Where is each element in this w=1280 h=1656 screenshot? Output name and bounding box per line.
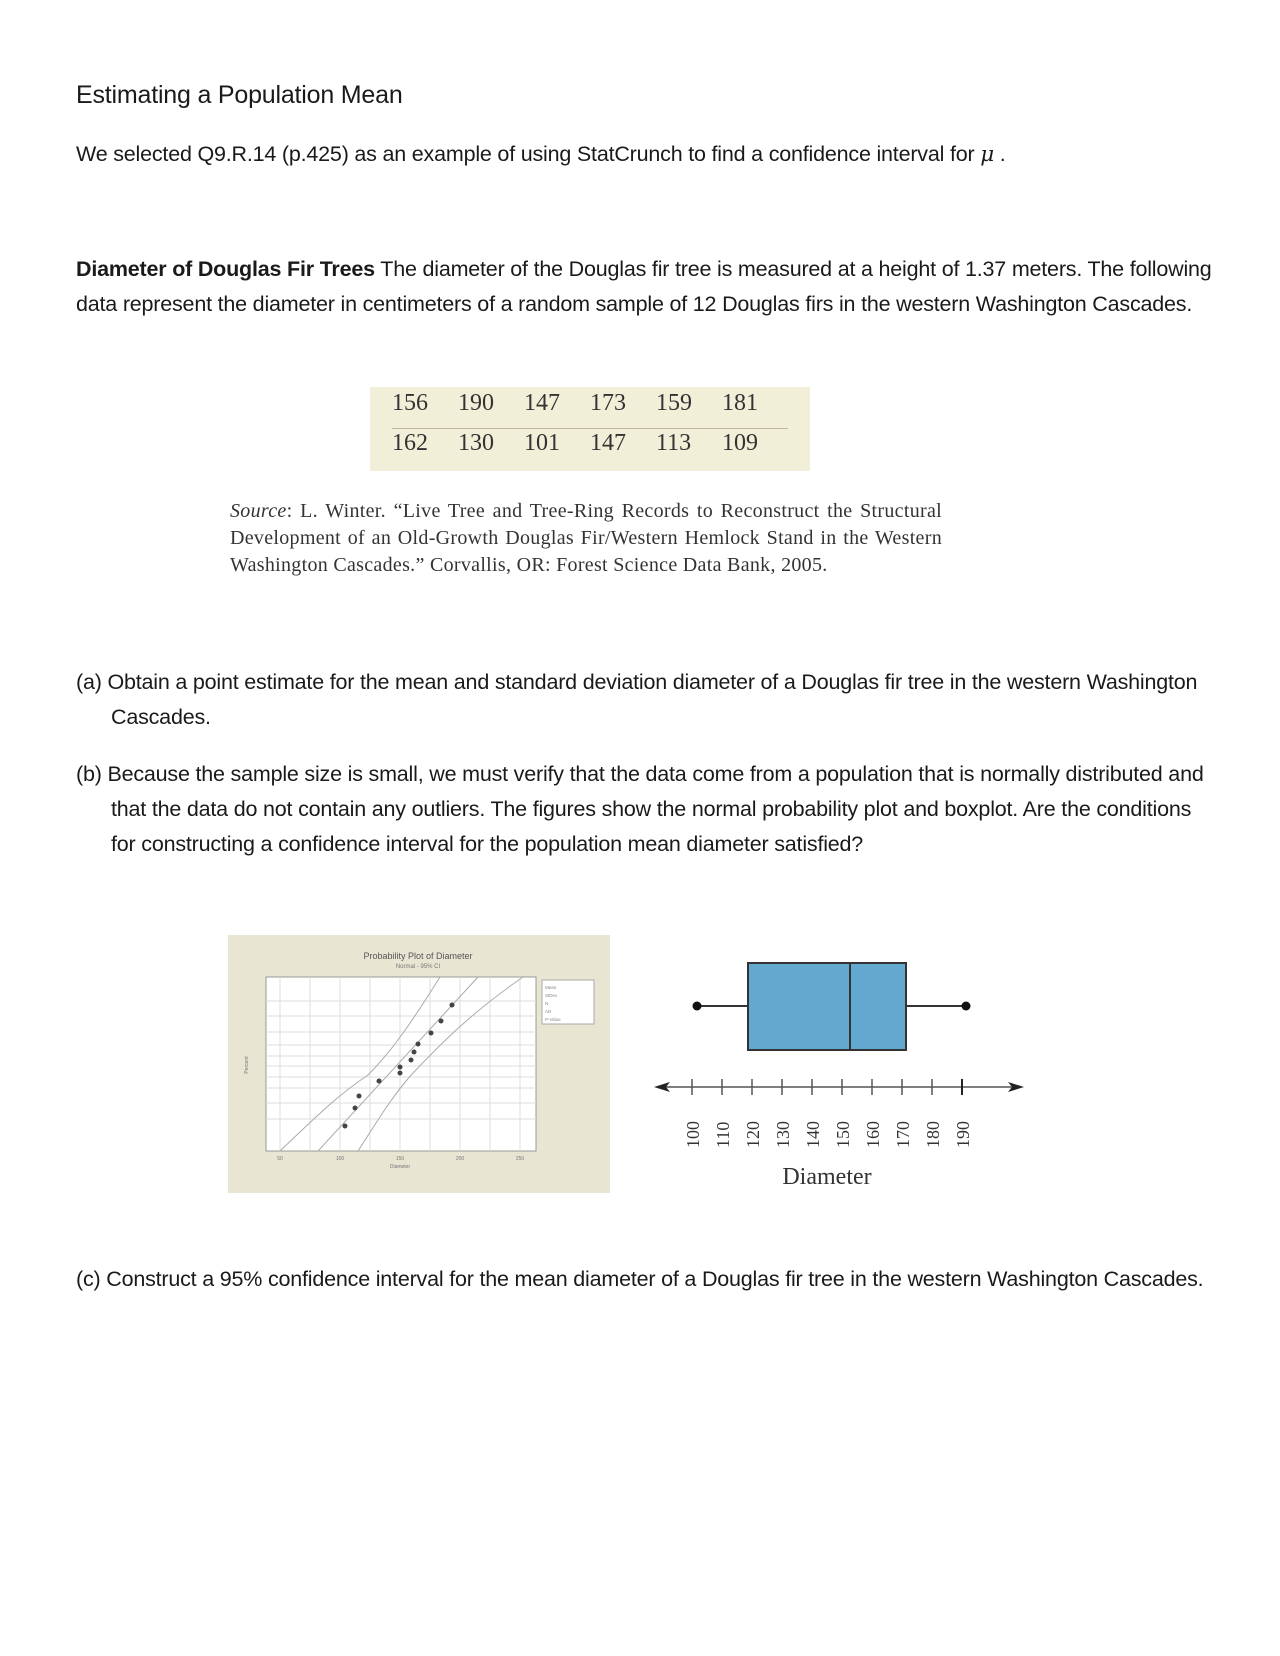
table-cell: 159: [656, 390, 692, 416]
svg-text:130: 130: [773, 1121, 793, 1148]
svg-text:100: 100: [683, 1121, 703, 1148]
svg-text:AD: AD: [545, 1009, 552, 1014]
question-b-text: (b) Because the sample size is small, we must verify that the data come from a population that is normally distributed and that the data do not contain any outliers. The figures show the normal probability plot and boxplot. Are the conditions for constructing a confidence interval for the population mean diameter satisfied?: [76, 762, 1204, 856]
intro-text: We selected Q9.R.14 (p.425) as an example of using StatCrunch to find a confidence interval for: [76, 142, 975, 166]
table-cell: 190: [458, 390, 494, 416]
min-point: [693, 1002, 702, 1011]
svg-text:150: 150: [833, 1121, 853, 1148]
intro-end: .: [994, 142, 1006, 166]
prob-plot-title: Probability Plot of Diameter: [363, 951, 473, 961]
boxplot-svg: [640, 930, 1040, 1200]
page-title: Estimating a Population Mean: [76, 81, 403, 109]
problem-heading: Diameter of Douglas Fir Trees: [76, 257, 375, 281]
svg-text:200: 200: [455, 1156, 465, 1162]
prob-plot-subtitle: Normal - 95% CI: [395, 964, 441, 970]
table-cell: 147: [524, 390, 560, 416]
svg-text:140: 140: [803, 1121, 823, 1148]
boxplot: [640, 930, 1040, 1200]
svg-text:StDev: StDev: [545, 993, 558, 998]
svg-text:100: 100: [335, 1156, 345, 1162]
source-citation: [230, 498, 942, 579]
source-label: Source: [230, 500, 287, 522]
svg-text:180: 180: [923, 1121, 943, 1148]
problem-text: The diameter of the Douglas fir tree is measured at a height of 1.37 meters. The following data represent the diameter in centimeters of a random sample of 12 Douglas firs in the western Washington Cascades.: [76, 257, 1212, 316]
svg-text:N: N: [545, 1001, 549, 1006]
box-iqr: [748, 963, 906, 1050]
table-cell: 173: [590, 390, 626, 416]
prob-plot-xlabel: Diameter: [389, 1164, 411, 1170]
table-cell: 181: [722, 390, 758, 416]
table-cell: 156: [392, 390, 428, 416]
svg-text:150: 150: [395, 1156, 405, 1162]
source-text: : L. Winter. “Live Tree and Tree-Ring Records to Reconstruct the Structural Development of an Old-Growth Douglas Fir/Western Hemlock Stand in the Western Washington Cascades.” Corvallis, OR: Forest Science Data Bank, 2005.: [230, 500, 942, 576]
svg-text:250: 250: [515, 1156, 525, 1162]
prob-plot-ylabel: Percent: [244, 1056, 250, 1074]
question-a-text: (a) Obtain a point estimate for the mean and standard deviation diameter of a Douglas fir tree in the western Washington Cascades.: [76, 670, 1198, 729]
intro-paragraph: [76, 137, 1006, 172]
max-point: [962, 1002, 971, 1011]
boxplot-xlabel: Diameter: [782, 1164, 872, 1190]
svg-text:190: 190: [953, 1121, 973, 1148]
svg-text:160: 160: [863, 1121, 883, 1148]
question-c: [76, 1262, 1216, 1297]
svg-text:110: 110: [713, 1121, 733, 1148]
probability-plot-svg: [228, 935, 610, 1193]
axis-tick-labels: [683, 1121, 973, 1148]
table-cell: 101: [524, 430, 560, 456]
data-table: [370, 387, 810, 471]
table-row: [392, 390, 788, 429]
question-b: [76, 757, 1216, 862]
mu-symbol: μ: [980, 142, 995, 167]
table-row: [392, 430, 788, 468]
problem-paragraph: [76, 252, 1216, 322]
svg-text:Mean: Mean: [545, 985, 557, 990]
svg-text:50: 50: [277, 1156, 283, 1162]
table-cell: 113: [656, 430, 692, 456]
svg-text:120: 120: [743, 1121, 763, 1148]
question-a: [76, 665, 1216, 735]
prob-plot-ticks: [277, 1156, 524, 1162]
table-cell: 109: [722, 430, 758, 456]
question-c-text: (c) Construct a 95% confidence interval for the mean diameter of a Douglas fir tree in the western Washington Cascades.: [76, 1267, 1204, 1291]
table-cell: 130: [458, 430, 494, 456]
svg-text:P-Value: P-Value: [545, 1017, 561, 1022]
probability-plot: [228, 935, 610, 1193]
table-cell: 147: [590, 430, 626, 456]
table-cell: 162: [392, 430, 428, 456]
svg-text:170: 170: [893, 1121, 913, 1148]
